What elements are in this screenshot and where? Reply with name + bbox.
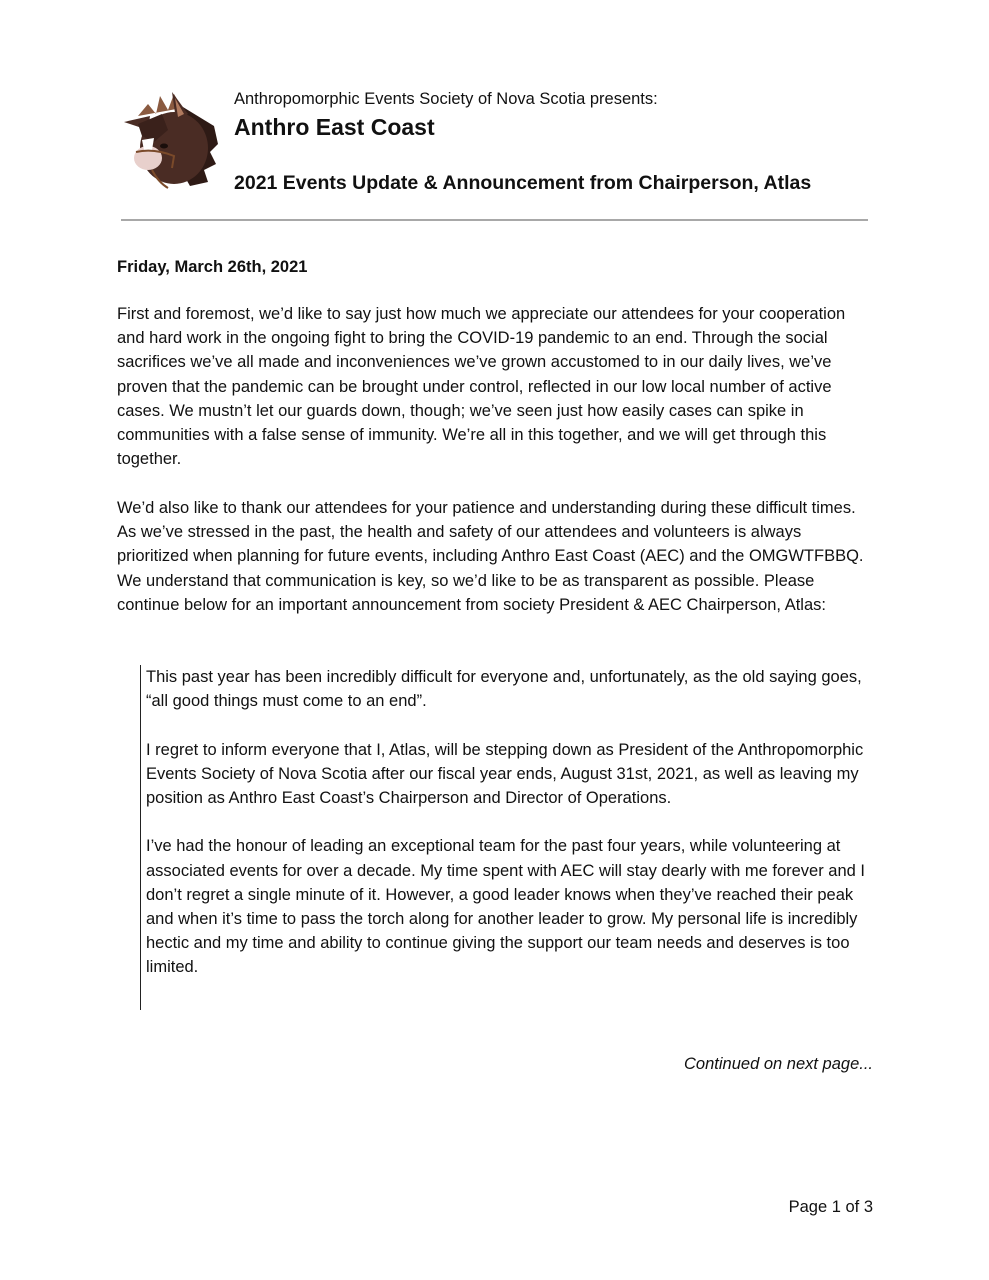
continued-note: Continued on next page... <box>684 1055 873 1073</box>
presenter-line: Anthropomorphic Events Society of Nova Scotia presents: <box>234 90 658 108</box>
donkey-mascot-logo-icon <box>118 86 228 196</box>
document-subtitle: 2021 Events Update & Announcement from Chairperson, Atlas <box>234 172 812 194</box>
body-paragraph-2: We’d also like to thank our attendees for your patience and understanding during these difficult times. As we’ve stressed in the past, the health and safety of our attendees and volunteers is always prioritized when planning for future events, including Anthro East Coast (AEC) and the OMGWTFBBQ. We understand that communication is key, so we’d like to be as transparent as possible. Please continue below for an important announcement from society President & AEC Chairperson, Atlas: <box>117 499 864 614</box>
header-divider <box>121 219 868 221</box>
chairperson-quote-block <box>140 665 876 1010</box>
body-paragraph-1: First and foremost, we’d like to say just how much we appreciate our attendees for your cooperation and hard work in the ongoing fight to bring the COVID-19 pandemic to an end. Through the social sacrifices we’ve all made and inconveniences we’ve grown accustomed to in our daily lives, we’ve proven that the pandemic can be brought under control, reflected in our low local number of active cases. We mustn’t let our guards down, though; we’ve seen just how easily cases can spike in communities with a false sense of immunity. We’re all in this together, and we will get through this together. <box>117 305 846 469</box>
quote-paragraph-1: This past year has been incredibly difficult for everyone and, unfortunately, as the old saying goes, “all good things must come to an end”. <box>146 668 862 711</box>
document-title: Anthro East Coast <box>234 114 435 140</box>
quote-paragraph-3: I’ve had the honour of leading an exceptional team for the past four years, while volunteering at associated events for over a decade. My time spent with AEC will stay dearly with me forever and I don’t regret a single minute of it. However, a good leader knows when they’ve reached their peak and when it’s time to pass the torch along for another leader to grow. My personal life is incredibly hectic and my time and ability to continue giving the support our team needs and deserves is too limited. <box>146 837 865 977</box>
page-number: Page 1 of 3 <box>788 1198 873 1216</box>
quote-paragraph-2: I regret to inform everyone that I, Atlas, will be stepping down as President of the Anthropomorphic Events Society of Nova Scotia after our fiscal year ends, August 31st, 2021, as well as leaving my position as Anthro East Coast’s Chairperson and Director of Operations. <box>146 740 864 807</box>
date-heading: Friday, March 26th, 2021 <box>117 258 308 276</box>
